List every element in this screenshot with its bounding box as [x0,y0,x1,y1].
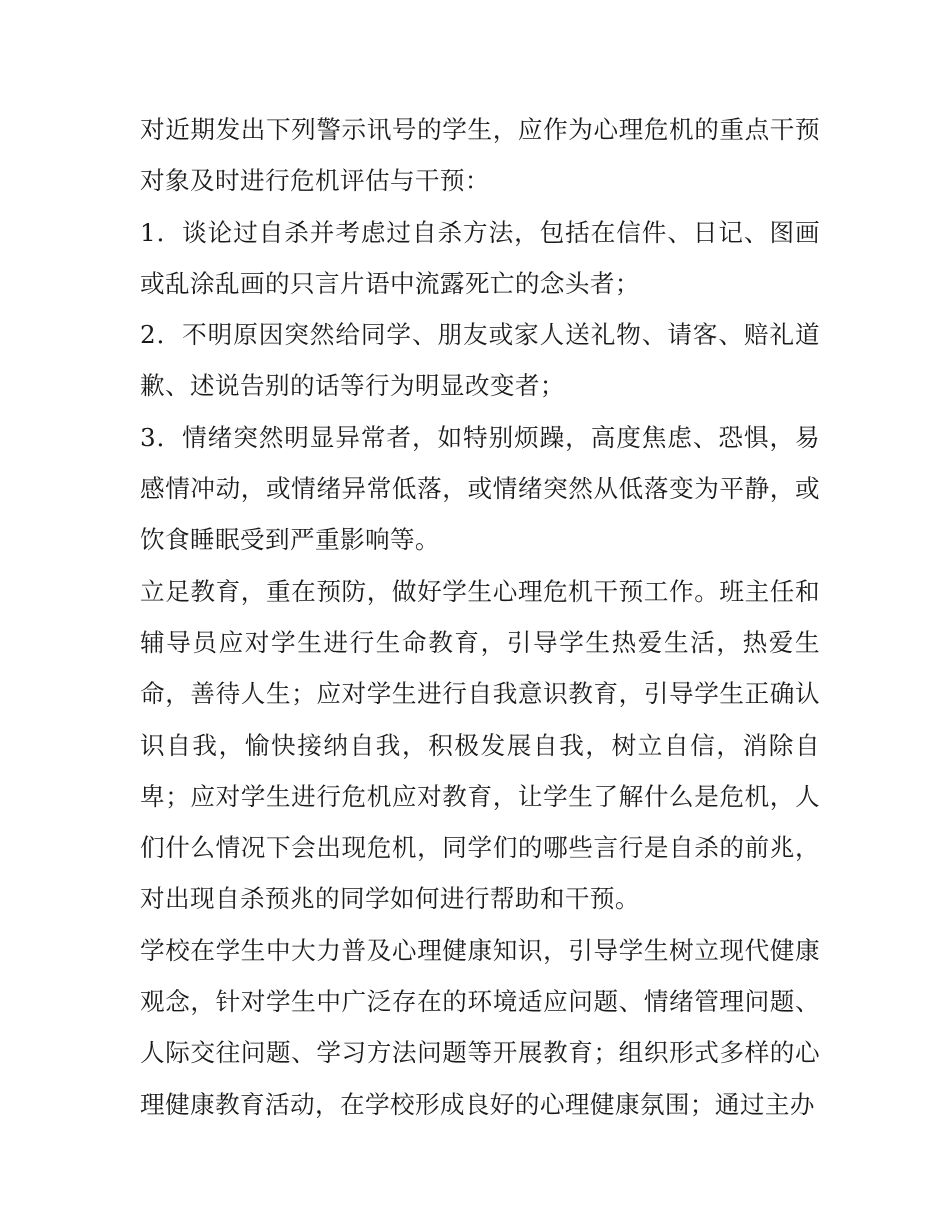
document-body [140,104,820,1130]
paragraph-warning-signals-intro: 对近期发出下列警示讯号的学生，应作为心理危机的重点干预对象及时进行危机评估与干预： [140,115,820,196]
paragraph-item-1: 1．谈论过自杀并考虑过自杀方法，包括在信件、日记、图画或乱涂乱画的只言片语中流露死亡的念头者； [140,217,820,298]
paragraph-prevention-education: 立足教育，重在预防，做好学生心理危机干预工作。班主任和辅导员应对学生进行生命教育，引导学生热爱生活，热爱生命，善待人生；应对学生进行自我意识教育，引导学生正确认识自我，愉快接纳自我，积极发展自我，树立自信，消除自卑；应对学生进行危机应对教育，让学生了解什么是危机，人们什么情况下会出现危机，同学们的哪些言行是自杀的前兆，对出现自杀预兆的同学如何进行帮助和干预。 [140,576,820,914]
paragraph-item-3: 3．情绪突然明显异常者，如特别烦躁，高度焦虑、恐惧，易感情冲动，或情绪异常低落，或情绪突然从低落变为平静，或饮食睡眠受到严重影响等。 [140,422,820,555]
paragraph-item-2: 2．不明原因突然给同学、朋友或家人送礼物、请客、赔礼道歉、述说告别的话等行为明显改变者； [140,320,820,401]
paragraph-school-mental-health: 学校在学生中大力普及心理健康知识，引导学生树立现代健康观念，针对学生中广泛存在的环境适应问题、情绪管理问题、人际交往问题、学习方法问题等开展教育；组织形式多样的心理健康教育活动，在学校形成良好的心理健康氛围；通过主办 [140,935,820,1119]
